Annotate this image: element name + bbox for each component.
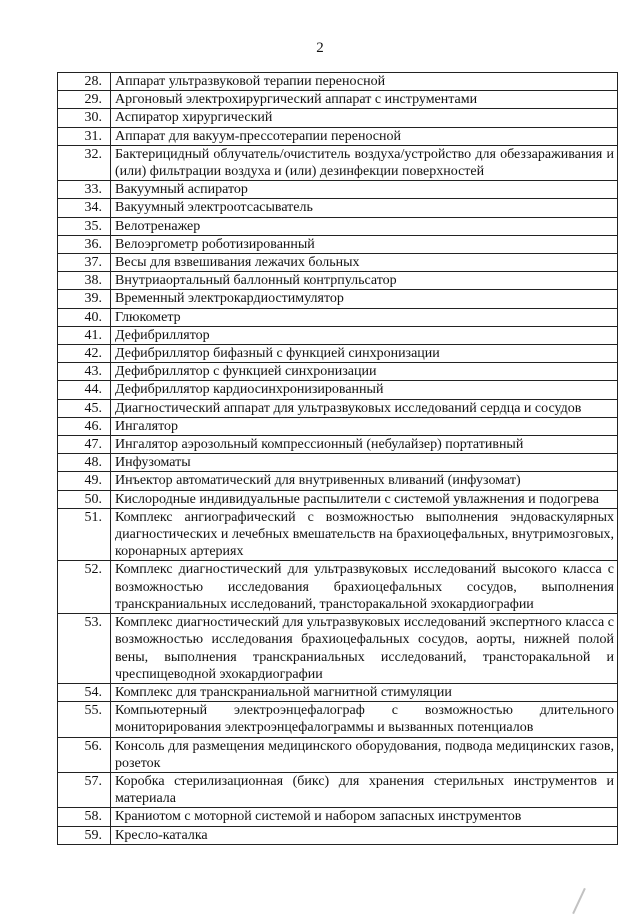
table-row [58, 454, 618, 472]
row-number: 44. [58, 381, 111, 399]
table-row [58, 109, 618, 127]
row-equipment-name: Велотренажер [111, 217, 618, 235]
row-equipment-name: Краниотом с моторной системой и набором запасных инструментов [111, 808, 618, 826]
table-row [58, 199, 618, 217]
row-equipment-name: Комплекс для транскраниальной магнитной стимуляции [111, 683, 618, 701]
row-equipment-name: Вакуумный аспиратор [111, 181, 618, 199]
table-row [58, 345, 618, 363]
row-number: 34. [58, 199, 111, 217]
row-number: 42. [58, 345, 111, 363]
row-number: 37. [58, 254, 111, 272]
row-equipment-name: Комплекс ангиографический с возможностью выполнения эндоваскулярных диагностических и лечебных вмешательств на брахиоцефальных, внутримозговых, коронарных артериях [111, 508, 618, 561]
table-row [58, 614, 618, 684]
row-equipment-name: Вакуумный электроотсасыватель [111, 199, 618, 217]
row-equipment-name: Дефибриллятор с функцией синхронизации [111, 363, 618, 381]
row-number: 59. [58, 826, 111, 844]
row-number: 33. [58, 181, 111, 199]
table-row [58, 254, 618, 272]
table-row [58, 490, 618, 508]
row-equipment-name: Ингалятор [111, 417, 618, 435]
table-row [58, 181, 618, 199]
row-number: 48. [58, 454, 111, 472]
row-number: 49. [58, 472, 111, 490]
table-row [58, 561, 618, 614]
row-number: 30. [58, 109, 111, 127]
scan-mark [572, 888, 586, 914]
row-number: 35. [58, 217, 111, 235]
table-row [58, 683, 618, 701]
table-row [58, 127, 618, 145]
row-equipment-name: Дефибриллятор бифазный с функцией синхронизации [111, 345, 618, 363]
row-equipment-name: Аппарат ультразвуковой терапии переносной [111, 73, 618, 91]
row-equipment-name: Глюкометр [111, 308, 618, 326]
table-row [58, 826, 618, 844]
row-number: 36. [58, 235, 111, 253]
row-number: 55. [58, 702, 111, 737]
table-row [58, 290, 618, 308]
row-equipment-name: Компьютерный электроэнцефалограф с возможностью длительного мониторирования электроэнцефалограммы и вызванных потенциалов [111, 702, 618, 737]
row-number: 58. [58, 808, 111, 826]
table-row [58, 326, 618, 344]
row-number: 31. [58, 127, 111, 145]
table-row [58, 399, 618, 417]
row-number: 38. [58, 272, 111, 290]
table-row [58, 73, 618, 91]
table-row [58, 772, 618, 807]
table-row [58, 308, 618, 326]
row-equipment-name: Комплекс диагностический для ультразвуковых исследований экспертного класса с возможностью исследования брахиоцефальных сосудов, аорты, нижней полой вены, выполнения транскраниальных исследований, трансторакальной и чреспищеводной эхокардиографии [111, 614, 618, 684]
row-number: 51. [58, 508, 111, 561]
row-number: 32. [58, 145, 111, 180]
row-equipment-name: Весы для взвешивания лежачих больных [111, 254, 618, 272]
row-number: 43. [58, 363, 111, 381]
table-row [58, 217, 618, 235]
row-equipment-name: Кресло-каталка [111, 826, 618, 844]
row-number: 56. [58, 737, 111, 772]
row-number: 57. [58, 772, 111, 807]
row-equipment-name: Внутриаортальный баллонный контрпульсатор [111, 272, 618, 290]
row-equipment-name: Кислородные индивидуальные распылители с системой увлажнения и подогрева [111, 490, 618, 508]
row-number: 39. [58, 290, 111, 308]
row-number: 50. [58, 490, 111, 508]
page-number: 2 [316, 40, 324, 56]
row-number: 45. [58, 399, 111, 417]
row-number: 54. [58, 683, 111, 701]
table-row [58, 508, 618, 561]
row-equipment-name: Дефибриллятор [111, 326, 618, 344]
row-equipment-name: Инъектор автоматический для внутривенных вливаний (инфузомат) [111, 472, 618, 490]
row-equipment-name: Аспиратор хирургический [111, 109, 618, 127]
table-row [58, 702, 618, 737]
row-equipment-name: Ингалятор аэрозольный компрессионный (небулайзер) портативный [111, 436, 618, 454]
row-equipment-name: Бактерицидный облучатель/очиститель воздуха/устройство для обеззараживания и (или) фильтрации воздуха и (или) дезинфекции поверхностей [111, 145, 618, 180]
row-equipment-name: Дефибриллятор кардиосинхронизированный [111, 381, 618, 399]
row-equipment-name: Инфузоматы [111, 454, 618, 472]
table-row [58, 363, 618, 381]
row-number: 40. [58, 308, 111, 326]
table-row [58, 737, 618, 772]
row-number: 28. [58, 73, 111, 91]
table-row [58, 808, 618, 826]
row-number: 47. [58, 436, 111, 454]
table-row [58, 417, 618, 435]
row-equipment-name: Аппарат для вакуум-прессотерапии переносной [111, 127, 618, 145]
row-number: 29. [58, 91, 111, 109]
table-row [58, 91, 618, 109]
row-number: 53. [58, 614, 111, 684]
row-equipment-name: Консоль для размещения медицинского оборудования, подвода медицинских газов, розеток [111, 737, 618, 772]
table-row [58, 272, 618, 290]
row-equipment-name: Диагностический аппарат для ультразвуковых исследований сердца и сосудов [111, 399, 618, 417]
row-equipment-name: Временный электрокардиостимулятор [111, 290, 618, 308]
table-row [58, 235, 618, 253]
equipment-table [57, 72, 618, 845]
row-number: 46. [58, 417, 111, 435]
equipment-table-body [58, 73, 618, 845]
row-equipment-name: Велоэргометр роботизированный [111, 235, 618, 253]
row-equipment-name: Коробка стерилизационная (бикс) для хранения стерильных инструментов и материала [111, 772, 618, 807]
table-row [58, 381, 618, 399]
row-equipment-name: Аргоновый электрохирургический аппарат с инструментами [111, 91, 618, 109]
table-row [58, 436, 618, 454]
table-row [58, 472, 618, 490]
row-equipment-name: Комплекс диагностический для ультразвуковых исследований высокого класса с возможностью исследования брахиоцефальных сосудов, выполнения транскраниальных исследований, трансторакальной эхокардиографии [111, 561, 618, 614]
row-number: 41. [58, 326, 111, 344]
table-row [58, 145, 618, 180]
row-number: 52. [58, 561, 111, 614]
